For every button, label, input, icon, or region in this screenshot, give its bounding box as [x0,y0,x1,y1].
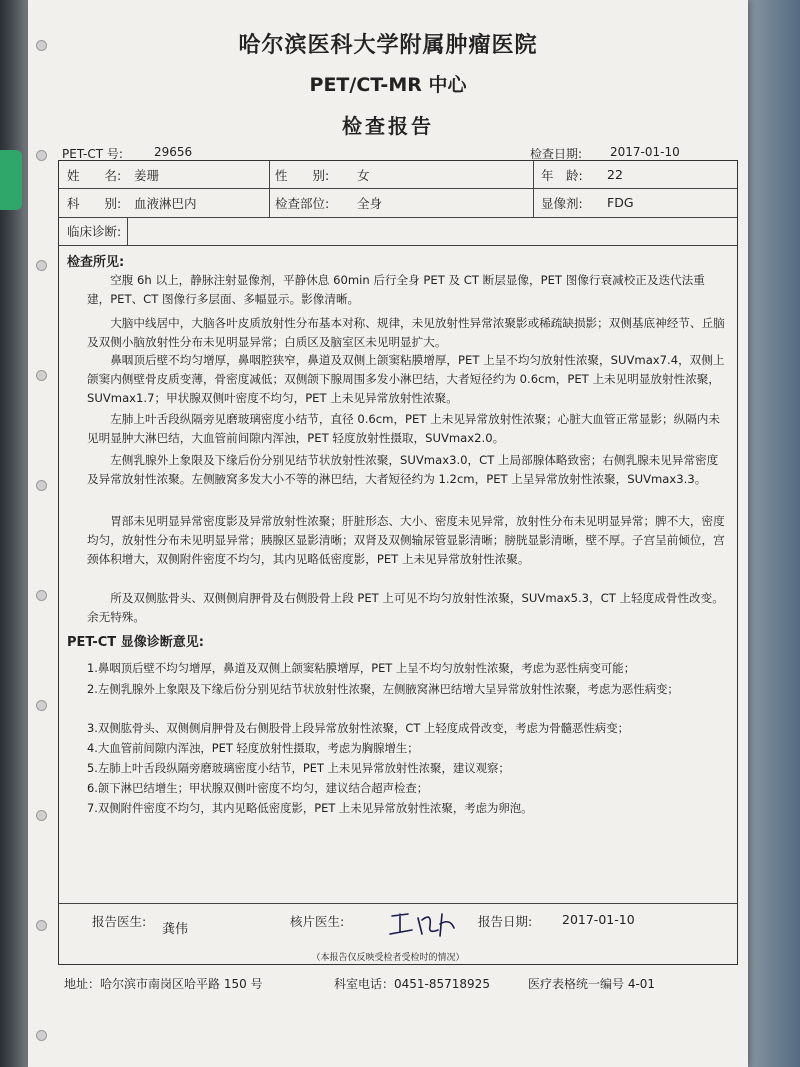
petct-number: 29656 [154,145,193,159]
report-form [58,160,738,965]
binder-hole [36,260,47,271]
sex-label: 性 别: [275,167,330,183]
divider [533,161,534,188]
binder-hole [36,590,47,601]
dept-label: 科 别: [67,195,122,211]
exam-site: 全身 [357,195,383,211]
findings-paragraph: 左肺上叶舌段纵隔旁见磨玻璃密度小结节，直径 0.6cm，PET 上未见异常放射性浓聚；心脏大血管正常显影；纵隔内未见明显肿大淋巴结，大血管前间隙内浑浊，PET 轻度放射性摄取，SUVmax2.0。 [87,412,720,445]
binder-hole [36,1030,47,1041]
exam-date: 2017-01-10 [610,145,680,159]
report-disclaimer: （本报告仅反映受检者受检时的情况） [311,953,465,963]
report-date: 2017-01-10 [562,912,635,927]
divider [269,188,270,217]
findings-paragraph: 大脑中线居中，大脑各叶皮质放射性分布基本对称、规律，未见放射性异常浓聚影或稀疏缺损影；双侧基底神经节、丘脑及双侧小脑放射性分布未见明显异常；白质区及脑室区未见明显扩大。 [87,316,725,349]
imaging-agent: FDG [607,195,634,210]
binder-holes [36,0,48,1067]
hospital-name: 哈尔滨医科大学附属肿瘤医院 [238,33,538,58]
age-label: 年 龄: [541,167,583,183]
diagnosis-item: 6.颌下淋巴结增生；甲状腺双侧叶密度不均匀，建议结合超声检查； [87,781,429,795]
binder-hole [36,700,47,711]
patient-name: 姜珊 [134,167,160,183]
diagnosis-item: 4.大血管前间隙内浑浊，PET 轻度放射性摄取，考虑为胸腺增生； [87,741,419,755]
patient-sex: 女 [357,167,370,183]
report-title: 检查报告 [342,114,434,138]
diagnosis-heading: PET-CT 显像诊断意见: [67,635,204,650]
green-binder-tab [0,150,22,210]
findings-paragraph: 左侧乳腺外上象限及下缘后份分别见结节状放射性浓聚，SUVmax3.0，CT 上局部腺体略致密；右侧乳腺未见异常密度及异常放射性浓聚。左侧腋窝多发大小不等的淋巴结，大者短径约为 1.2cm，PET 上呈异常放射性浓聚，SUVmax3.3。 [87,453,719,486]
diagnosis-item: 5.左肺上叶舌段纵隔旁磨玻璃密度小结节，PET 上未见异常放射性浓聚，建议观察； [87,761,510,775]
patient-age: 22 [607,167,623,182]
diagnosis-item: 3.双侧肱骨头、双侧侧肩胛骨及右侧股骨上段异常放射性浓聚，CT 上轻度成骨改变，考虑为骨髓恶性病变； [87,721,629,735]
reviewer-signature [388,908,458,940]
binder-hole [36,810,47,821]
divider [533,188,534,217]
reporter-label: 报告医生: [92,914,147,929]
diagnosis-item: 7.双侧附件密度不均匀，其内见略低密度影，PET 上未见异常放射性浓聚，考虑为卵泡。 [87,801,533,815]
diagnosis-item: 1.鼻咽顶后壁不均匀增厚，鼻道及双侧上颌窦粘膜增厚，PET 上呈不均匀放射性浓聚，考虑为恶性病变可能； [87,661,636,675]
findings-heading: 检查所见: [67,255,125,270]
clinical-label: 临床诊断: [67,224,122,239]
hospital-address: 地址：哈尔滨市南岗区哈平路 150 号 [64,977,263,991]
reporter-name: 龚伟 [162,922,189,937]
petct-number-label: PET-CT 号: [62,147,123,161]
patient-dept: 血液淋巴内 [134,195,197,211]
findings-paragraph: 鼻咽顶后壁不均匀增厚，鼻咽腔狭窄，鼻道及双侧上颌窦粘膜增厚，PET 上呈不均匀放射性浓聚，SUVmax7.4，双侧上颌窦内侧壁骨皮质变薄，骨密度减低；双侧颌下腺周围多发小淋巴结，大者短径约为 0.6cm，PET 上未见明显放射性浓聚，SUVmax1.7；甲状腺双侧叶密度不均匀，PET 上未见异常放射性浓聚。 [87,353,725,405]
binder-hole [36,150,47,161]
name-label: 姓 名: [67,167,122,183]
center-name: PET/CT-MR 中心 [309,74,467,96]
clinical-row [59,217,737,246]
report-date-label: 报告日期: [478,914,533,929]
exam-date-label: 检查日期: [530,147,583,161]
diagnosis-item: 2.左侧乳腺外上象限及下缘后份分别见结节状放射性浓聚，左侧腋窝淋巴结增大呈异常放射性浓聚，考虑为恶性病变； [87,682,679,696]
divider [269,161,270,188]
signature-divider [59,903,737,904]
findings-paragraph: 胃部未见明显异常密度影及异常放射性浓聚；肝脏形态、大小、密度未见异常，放射性分布未见明显异常；脾不大，密度均匀，放射性分布未见明显异常；胰腺区显影清晰；双肾及双侧输尿管显影清晰；膀胱显影清晰，壁不厚。子宫呈前倾位，宫颈体积增大，双侧附件密度不均匀，其内见略低密度影，PET 上未见异常放射性浓聚。 [87,514,725,566]
binder-hole [36,920,47,931]
binder-hole [36,370,47,381]
patient-row-1 [59,161,737,189]
agent-label: 显像剂: [541,195,583,211]
site-label: 检查部位: [275,195,330,211]
report-page [28,0,748,1067]
department-phone: 科室电话：0451-85718925 [334,977,490,991]
findings-paragraph: 所及双侧肱骨头、双侧侧肩胛骨及右侧股骨上段 PET 上可见不均匀放射性浓聚，SUVmax5.3，CT 上轻度成骨性改变。余无特殊。 [87,591,724,624]
form-number: 医疗表格统一编号 4-01 [528,977,656,991]
findings-paragraph: 空腹 6h 以上，静脉注射显像剂，平静休息 60min 后行全身 PET 及 CT 断层显像，PET 图像行衰减校正及迭代法重建，PET、CT 图像行多层面、多幅显示。影像清晰。 [87,273,705,306]
reviewer-label: 核片医生: [290,914,345,929]
divider [127,217,128,245]
patient-row-2 [59,188,737,218]
binder-hole [36,480,47,491]
